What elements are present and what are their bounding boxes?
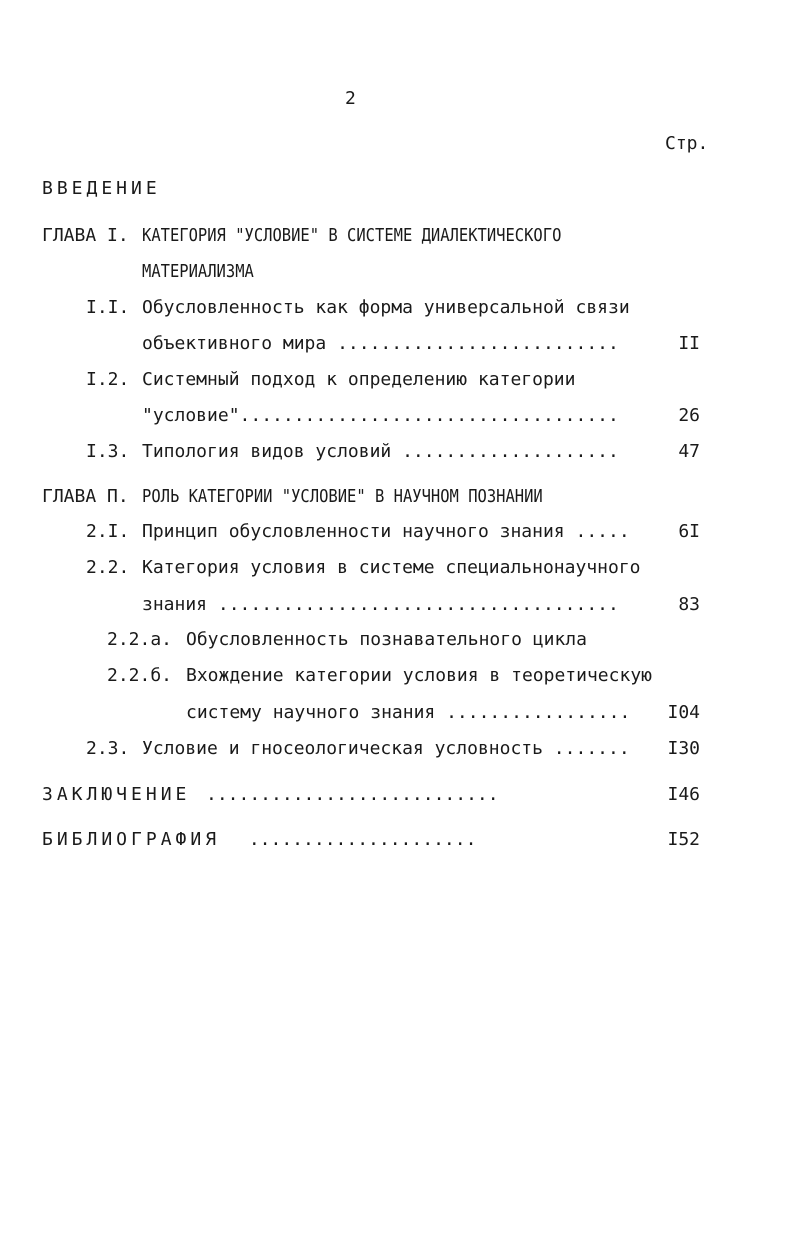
chapter1-title-line1: КАТЕГОРИЯ "УСЛОВИЕ" В СИСТЕМЕ ДИАЛЕКТИЧЕСКОГО xyxy=(142,225,562,246)
section-number: I.2. xyxy=(86,369,130,390)
section-number: I.I. xyxy=(86,297,130,318)
subsection-title-line1: Вхождение категории условия в теоретическую xyxy=(186,665,652,686)
section-title-line2: знания ..................................... xyxy=(142,594,619,615)
bibliography-heading: БИБЛИОГРАФИЯ xyxy=(42,829,221,850)
section-title-line1: Категория условия в системе специальнонаучного xyxy=(142,557,641,578)
conclusion-leader: ........................... xyxy=(206,784,499,805)
section-number: 2.2. xyxy=(86,557,130,578)
conclusion-heading: ЗАКЛЮЧЕНИЕ xyxy=(42,784,191,805)
section-page: 26 xyxy=(678,405,700,426)
section-number: 2.3. xyxy=(86,738,130,759)
chapter2-title: РОЛЬ КАТЕГОРИИ "УСЛОВИЕ" В НАУЧНОМ ПОЗНАНИИ xyxy=(142,486,543,507)
subsection-number: 2.2.б. xyxy=(107,665,173,686)
chapter1-title-line2: МАТЕРИАЛИЗМА xyxy=(142,261,254,282)
section-page: I30 xyxy=(667,738,700,759)
section-title-line1: Условие и гносеологическая условность ....... xyxy=(142,738,630,759)
intro-heading: ВВЕДЕНИЕ xyxy=(42,178,161,199)
section-number: 2.I. xyxy=(86,521,130,542)
section-title-line1: Обусловленность как форма универсальной связи xyxy=(142,297,630,318)
section-title-line1: Принцип обусловленности научного знания ..... xyxy=(142,521,630,542)
subsection-number: 2.2.а. xyxy=(107,629,173,650)
page-number: 2 xyxy=(345,88,356,109)
section-page: 6I xyxy=(678,521,700,542)
conclusion-page: I46 xyxy=(667,784,700,805)
bibliography-page: I52 xyxy=(667,829,700,850)
section-page: II xyxy=(678,333,700,354)
bibliography-leader: ..................... xyxy=(238,829,477,850)
section-page: 83 xyxy=(678,594,700,615)
section-title-line1: Системный подход к определению категории xyxy=(142,369,576,390)
section-title-line2: "условие"................................... xyxy=(142,405,619,426)
section-title-line1: Типология видов условий .................... xyxy=(142,441,619,462)
section-page: I04 xyxy=(667,702,700,723)
subsection-title-line2: систему научного знания ................. xyxy=(186,702,631,723)
section-number: I.3. xyxy=(86,441,130,462)
page-column-header: Стр. xyxy=(665,133,709,154)
section-page: 47 xyxy=(678,441,700,462)
subsection-title-line1: Обусловленность познавательного цикла xyxy=(186,629,587,650)
chapter1-label: ГЛАВА I. xyxy=(42,225,129,246)
chapter2-label: ГЛАВА П. xyxy=(42,486,129,507)
section-title-line2: объективного мира .......................... xyxy=(142,333,619,354)
